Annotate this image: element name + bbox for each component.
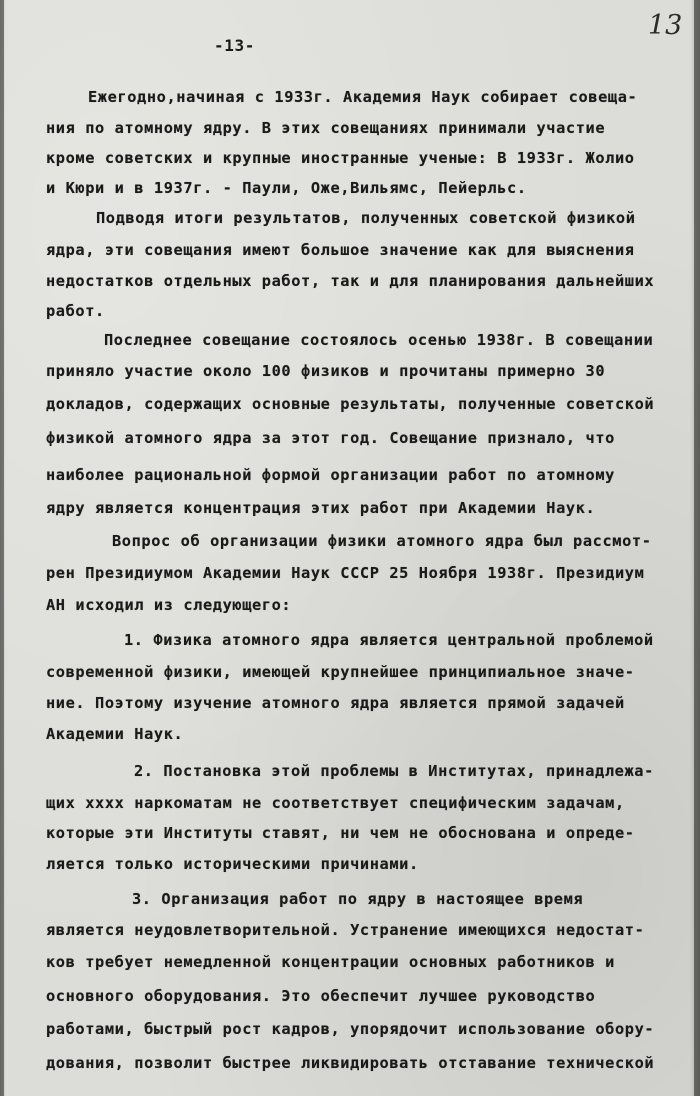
- text-line: дования, позволит быстрее ликвидировать отставание технической: [46, 1054, 655, 1072]
- text-line: ядра, эти совещания имеют большое значение как для выяснения: [46, 241, 635, 259]
- text-line: недостатков отдельных работ, так и для планирования дальнейших: [46, 272, 655, 290]
- scan-edge-right: [694, 0, 700, 1096]
- text-line: Академии Наук.: [46, 725, 184, 743]
- text-line: приняло участие около 100 физиков и прочитаны примерно 30: [46, 362, 606, 380]
- text-line: основного оборудования. Это обеспечит лучшее руководство: [46, 987, 596, 1005]
- text-line: Вопрос об организации физики атомного ядра был рассмот-: [112, 532, 652, 550]
- text-line: АН исходил из следующего:: [46, 596, 292, 614]
- text-line: ков требует немедленной концентрации основных работников и: [46, 953, 615, 971]
- text-line: 3. Организация работ по ядру в настоящее время: [132, 890, 584, 908]
- text-line: ния по атомному ядру. В этих совещаниях принимали участие: [46, 119, 606, 137]
- text-line: работами, быстрый рост кадров, упорядочит использование обору-: [46, 1020, 655, 1038]
- text-line: наиболее рациональной формой организации работ по атомному: [46, 466, 615, 484]
- handwritten-page-number: 13: [648, 10, 683, 41]
- text-line: ляется только историческими причинами.: [46, 855, 419, 873]
- text-line: и Кюри и в 1937г. - Паули, Оже,Вильямс, Пейерльс.: [46, 179, 527, 197]
- text-line: рен Президиумом Академии Наук СССР 25 Ноября 1938г. Президиум: [46, 564, 645, 582]
- text-line: Ежегодно,начиная с 1933г. Академия Наук собирает совеща-: [88, 88, 638, 106]
- text-line: современной физики, имеющей крупнейшее принципиальное значе-: [46, 663, 635, 681]
- text-line: является неудовлетворительной. Устранение имеющихся недостат-: [46, 921, 645, 939]
- text-line: работ.: [46, 302, 105, 320]
- page-number: -13-: [214, 36, 255, 55]
- text-line: докладов, содержащих основные результаты, полученные советской: [46, 395, 655, 413]
- text-line: кроме советских и крупные иностранные ученые: В 1933г. Жолио: [46, 149, 635, 167]
- text-line: ние. Поэтому изучение атомного ядра является прямой задачей: [46, 694, 625, 712]
- text-line: 2. Постановка этой проблемы в Институтах, принадлежа-: [134, 762, 654, 780]
- text-line: щих хххх наркоматам не соответствует специфическим задачам,: [46, 794, 625, 812]
- scan-edge-left: [0, 0, 4, 1096]
- text-line: ядру является концентрация этих работ при Академии Наук.: [46, 499, 596, 517]
- text-line: Последнее совещание состоялось осенью 1938г. В совещании: [104, 331, 654, 349]
- text-line: физикой атомного ядра за этот год. Совещание признало, что: [46, 429, 615, 447]
- text-line: 1. Физика атомного ядра является центральной проблемой: [124, 631, 654, 649]
- text-line: которые эти Институты ставят, ни чем не обоснована и опреде-: [46, 824, 635, 842]
- text-line: Подводя итоги результатов, полученных советской физикой: [96, 209, 636, 227]
